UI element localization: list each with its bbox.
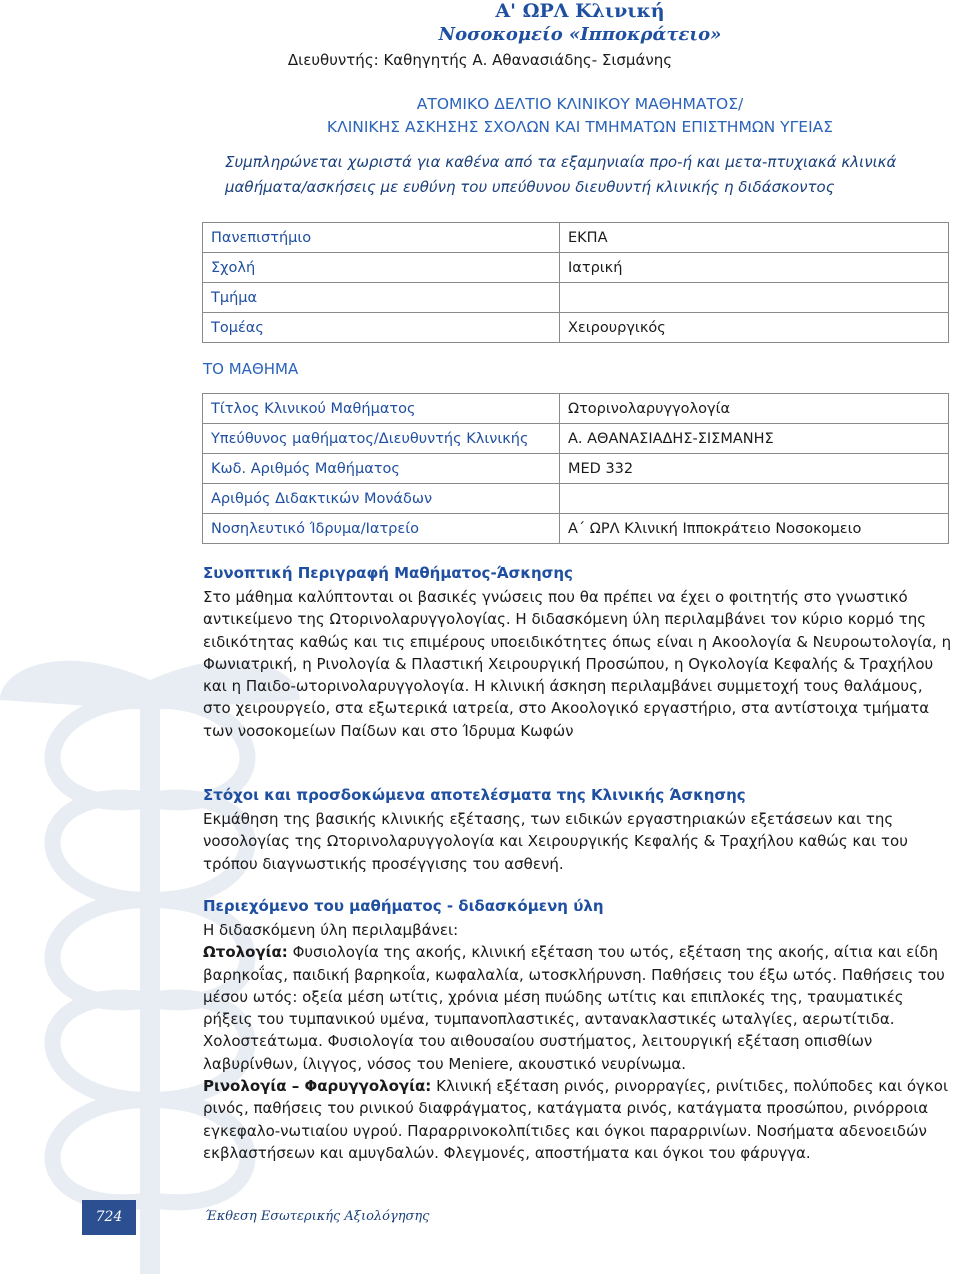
page-number: 724 [82,1200,136,1235]
course-section-label: ΤΟ ΜΑΘΗΜΑ [203,360,299,378]
hospital-title: Νοσοκομείο «Ιπποκράτειο» [438,24,722,45]
table-row [203,424,949,454]
table-row [203,253,949,283]
otology-text: Φυσιολογία της ακοής, κλινική εξέταση του ωτός, εξέταση της ακοής, αίτια και είδη βαρηκοΐας, παιδική βαρηκοΐα, κωφαλαλία, ωτοσκλήρυνση. Παθήσεις του έξω ωτός. Παθήσεις του μέσου ωτός: οξεία μέση ωτίτις, χρόνια μέση πυώδης ωτίτις και επιπλοκές της, τραυματικές ρήξεις του τυμπανικού υμένα, τυμπανοπλαστικές, αντανακλαστικές ωταλγίες, αερωτίτιδα. Χολοστεάτωμα. Φυσιολογία του αιθουσαίου συστήματος, λειτουργική εξέταση οπισθίων λαβυρίνθων, ίλιγγος, νόσος του Meniere, ακουστικό νευρίνωμα. [203,943,945,1073]
table-label: Κωδ. Αριθμός Μαθήματος [203,454,560,484]
table-row [203,454,949,484]
table-row [203,313,949,343]
table-label: Τομέας [203,313,560,343]
director-line: Διευθυντής: Καθηγητής Α. Αθανασιάδης- Σισμάνης [287,51,673,69]
table-label: Αριθμός Διδακτικών Μονάδων [203,484,560,514]
content-intro: Η διδασκόμενη ύλη περιλαμβάνει: [203,921,459,939]
table-value: MED 332 [560,454,949,484]
table-value: Χειρουργικός [560,313,949,343]
table-label: Τμήμα [203,283,560,313]
clinic-title: Α' ΩΡΛ Κλινική [495,0,665,22]
table-label: Υπεύθυνος μαθήματος/Διευθυντής Κλινικής [203,424,560,454]
content-body [203,919,953,1164]
goals-heading: Στόχοι και προσδοκώμενα αποτελέσματα της Κλινικής Άσκησης [203,786,746,804]
footer-title: Έκθεση Εσωτερικής Αξιολόγησης [205,1209,430,1224]
form-instructions: Συμπληρώνεται χωριστά για καθένα από τα εξαμηνιαία προ-ή και μετα-πτυχιακά κλινικά μαθήματα/ασκήσεις με ευθύνη του υπεύθυνου διευθυντή κλινικής η διδάσκοντος [225,153,897,196]
table-label: Νοσηλευτικό Ίδρυμα/Ιατρείο [203,514,560,544]
form-title-line1: ΑΤΟΜΙΚΟ ΔΕΛΤΙΟ ΚΛΙΝΙΚΟΥ ΜΑΘΗΜΑΤΟΣ/ [416,95,744,113]
otology-paragraph [203,941,953,1075]
goals-text: Εκμάθηση της βασικής κλινικής εξέτασης, των ειδικών εργαστηριακών εξετάσεων και της νοσολογίας της Ωτορινολαρυγγολογία και Χειρουργικής Κεφαλής & Τραχήλου καθώς και του τρόπου διαγνωστικής προσέγγισης του ασθενή. [203,810,908,873]
table-row [203,394,949,424]
rhinology-label: Ρινολογία – Φαρυγγολογία: [203,1077,432,1096]
table-row [203,484,949,514]
content-heading: Περιεχόμενο του μαθήματος - διδασκόμενη ύλη [203,897,604,915]
otology-label: Ωτολογία: [203,943,288,962]
table-label: Τίτλος Κλινικού Μαθήματος [203,394,560,424]
table-value [560,484,949,514]
form-title-line2: ΚΛΙΝΙΚΗΣ ΑΣΚΗΣΗΣ ΣΧΟΛΩΝ ΚΑΙ ΤΜΗΜΑΤΩΝ ΕΠΙΣΤΗΜΩΝ ΥΓΕΙΑΣ [326,118,834,136]
table-row [203,223,949,253]
course-table [202,393,949,544]
table-row [203,283,949,313]
table-label: Πανεπιστήμιο [203,223,560,253]
rhinology-text: Κλινική εξέταση ρινός, ρινορραγίες, ρινίτιδες, πολύποδες και όγκοι ρινός, παθήσεις του ρινικού διαφράγματος, κατάγματα ρινός, κατάγματα προσώπου, ρινόρροια εγκεφαλο-νωτιαίου υγρού. Παραρρινοκολπίτιδες και όγκοι παραρρινίων. Νοσήματα αδενοειδών εκβλαστήσεων και αμυγδαλών. Φλεγμονές, αποστήματα και όγκοι του φάρυγγα. [203,1077,949,1162]
table-value: ΕΚΠΑ [560,223,949,253]
summary-heading: Συνοπτική Περιγραφή Μαθήματος-Άσκησης [203,564,573,582]
table-value: Α΄ ΩΡΛ Κλινική Ιπποκράτειο Νοσοκομειο [560,514,949,544]
rhinology-paragraph [203,1075,953,1164]
table-value [560,283,949,313]
table-label: Σχολή [203,253,560,283]
table-value: Α. ΑΘΑΝΑΣΙΑΔΗΣ-ΣΙΣΜΑΝΗΣ [560,424,949,454]
table-row [203,514,949,544]
summary-text: Στο μάθημα καλύπτονται οι βασικές γνώσεις που θα πρέπει να έχει ο φοιτητής στο γνωστικό αντικείμενο της Ωτορινολαρυγγολογίας. Η διδασκόμενη ύλη περιλαμβάνει τον κύριο κορμό της ειδικότητας καθώς και τις επιμέρους υποειδικότητες όπως είναι η Ακοολογία & Νευροωτολογία, η Φωνιατρική, η Ρινολογία & Πλαστική Χειρουργική Προσώπου, η Ογκολογία Κεφαλής & Τραχήλου και η Παιδο-ωτορινολαρυγγολογία. Η κλινική άσκηση περιλαμβάνει συμμετοχή τους θαλάμους, στο χειρουργείο, στα εξωτερικά ιατρεία, στο Ακοολογικό εργαστήριο, στα αντίστοιχα τμήματα των νοσοκομείων Παίδων και στο Ίδρυμα Κωφών [203,588,952,740]
table-value: Ιατρική [560,253,949,283]
institution-table [202,222,949,343]
table-value: Ωτορινολαρυγγολογία [560,394,949,424]
